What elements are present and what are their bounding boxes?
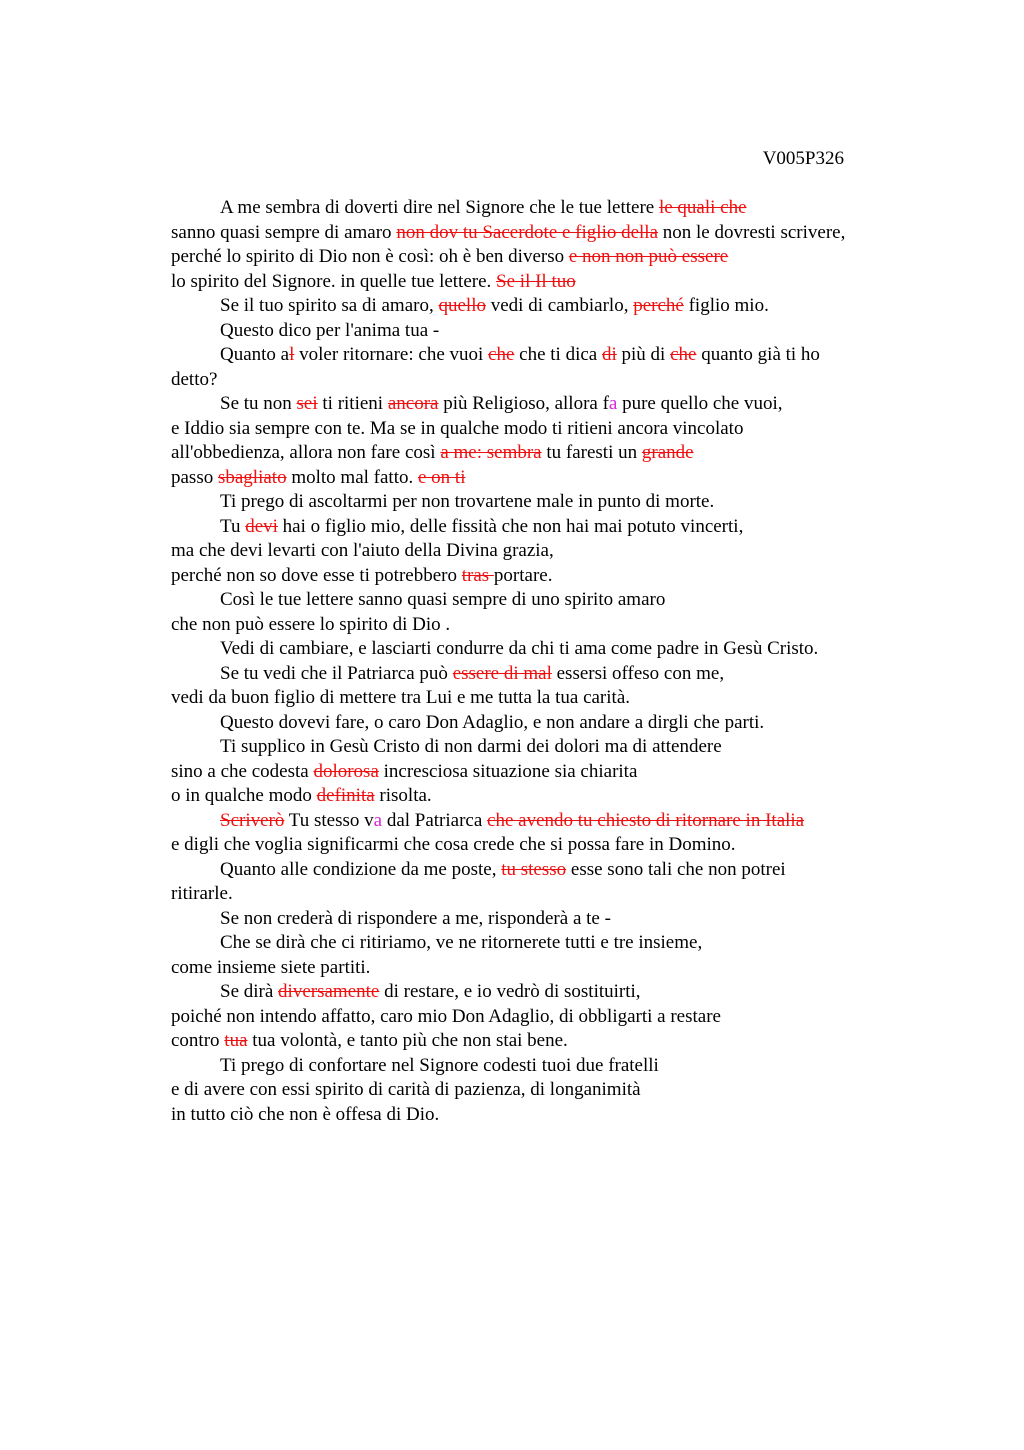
text-line bbox=[171, 392, 916, 417]
line-text: e digli che voglia significarmi che cosa crede che si possa fare in Domino. bbox=[171, 834, 736, 855]
struck-text: e non non può essere bbox=[568, 246, 729, 267]
text-line bbox=[171, 221, 916, 246]
text-line bbox=[171, 784, 916, 809]
line-text: tu faresti un bbox=[541, 442, 642, 463]
inserted-text: a bbox=[373, 809, 383, 831]
text-line bbox=[171, 368, 916, 393]
struck-text: che avendo tu chiesto di ritornare in Italia bbox=[487, 809, 805, 831]
text-line bbox=[171, 760, 916, 785]
text-line bbox=[171, 270, 916, 295]
struck-text: quello bbox=[438, 295, 486, 316]
struck-text: che bbox=[488, 344, 515, 365]
line-text: vedi da buon figlio di mettere tra Lui e me tutta la tua carità. bbox=[171, 687, 630, 708]
line-text: Questo dico per l'anima tua - bbox=[220, 319, 440, 341]
text-line bbox=[171, 343, 916, 368]
text-line bbox=[171, 1029, 916, 1054]
text-line bbox=[171, 980, 916, 1005]
text-line bbox=[171, 809, 916, 834]
struck-text: definita bbox=[316, 785, 375, 806]
struck-text: essere di mal bbox=[452, 662, 552, 684]
text-line bbox=[171, 858, 916, 883]
text-line bbox=[171, 417, 916, 442]
line-text: che non può essere lo spirito di Dio . bbox=[171, 613, 451, 635]
line-text: Ti prego di confortare nel Signore codesti tuoi due fratelli bbox=[220, 1054, 659, 1076]
struck-text: dolorosa bbox=[313, 760, 379, 782]
struck-text: perché bbox=[633, 295, 684, 316]
line-text: ritirarle. bbox=[171, 883, 233, 904]
line-text: vedi di cambiarlo, bbox=[485, 295, 634, 316]
text-line bbox=[171, 931, 916, 956]
text-line bbox=[171, 196, 916, 221]
struck-text: Se il Il tuo bbox=[496, 270, 576, 292]
line-text: Ti supplico in Gesù Cristo di non darmi dei dolori ma di attendere bbox=[220, 736, 722, 757]
text-line bbox=[171, 1103, 916, 1128]
text-line bbox=[171, 711, 916, 736]
line-text: non le dovresti scrivere, bbox=[658, 221, 846, 243]
line-text: tua volontà, e tanto più che non stai bene. bbox=[247, 1030, 568, 1051]
line-text: più Religioso, allora f bbox=[438, 393, 609, 414]
struck-text: devi bbox=[245, 515, 278, 537]
line-text: detto? bbox=[171, 368, 218, 390]
struck-text: ancora bbox=[387, 393, 439, 414]
struck-text: a me: sembra bbox=[440, 442, 542, 463]
line-text: incresciosa situazione sia chiarita bbox=[378, 760, 638, 782]
line-text: molto mal fatto. bbox=[286, 466, 418, 488]
line-text: A me sembra di doverti dire nel Signore che le tue lettere bbox=[220, 197, 659, 218]
line-text: come insieme siete partiti. bbox=[171, 956, 371, 978]
struck-text: sbagliato bbox=[217, 466, 287, 488]
line-text: più di bbox=[616, 344, 671, 365]
text-line bbox=[171, 441, 916, 466]
line-text: Che se dirà che ci ritiriamo, ve ne ritornerete tutti e tre insieme, bbox=[220, 932, 703, 953]
text-line bbox=[171, 515, 916, 540]
text-line bbox=[171, 956, 916, 981]
line-text: esse sono tali che non potrei bbox=[566, 858, 786, 880]
letter-body bbox=[171, 196, 916, 1127]
struck-text: diversamente bbox=[278, 981, 380, 1002]
struck-text: tras bbox=[461, 564, 494, 586]
line-text: in tutto ciò che non è offesa di Dio. bbox=[171, 1103, 440, 1125]
line-text: all'obbedienza, allora non fare così bbox=[171, 442, 441, 463]
text-line bbox=[171, 662, 916, 687]
line-text: contro bbox=[171, 1030, 225, 1051]
line-text: hai o figlio mio, delle fissità che non hai mai potuto vincerti, bbox=[277, 515, 744, 537]
line-text: essersi offeso con me, bbox=[551, 662, 725, 684]
text-line bbox=[171, 686, 916, 711]
text-line bbox=[171, 588, 916, 613]
text-line bbox=[171, 294, 916, 319]
line-text: Tu bbox=[220, 515, 246, 537]
line-text: e Iddio sia sempre con te. Ma se in qualche modo ti ritieni ancora vincolato bbox=[171, 417, 744, 439]
line-text: e di avere con essi spirito di carità di pazienza, di longanimità bbox=[171, 1079, 641, 1100]
text-line bbox=[171, 613, 916, 638]
struck-text: l bbox=[289, 344, 295, 365]
text-line bbox=[171, 1078, 916, 1103]
line-text: Così le tue lettere sanno quasi sempre di uno spirito amaro bbox=[220, 589, 666, 610]
document-reference: V005P326 bbox=[762, 148, 844, 169]
struck-text: Scriverò bbox=[220, 809, 285, 831]
line-text: ti ritieni bbox=[317, 393, 388, 414]
text-line bbox=[171, 466, 916, 491]
line-text: Tu stesso v bbox=[284, 809, 374, 831]
struck-text: grande bbox=[641, 442, 694, 463]
text-line bbox=[171, 1005, 916, 1030]
text-line bbox=[171, 907, 916, 932]
line-text: che ti dica bbox=[514, 344, 602, 365]
text-line bbox=[171, 490, 916, 515]
line-text: voler ritornare: che vuoi bbox=[294, 344, 489, 365]
text-line bbox=[171, 833, 916, 858]
struck-text: non dov tu Sacerdote e figlio della bbox=[396, 221, 659, 243]
line-text: Quanto a bbox=[220, 344, 290, 365]
struck-text: sei bbox=[296, 393, 318, 414]
line-text: figlio mio. bbox=[683, 295, 769, 316]
line-text: o in qualche modo bbox=[171, 785, 317, 806]
line-text: Questo dovevi fare, o caro Don Adaglio, e non andare a dirgli che parti. bbox=[220, 711, 765, 733]
struck-text: tua bbox=[224, 1030, 248, 1051]
line-text: pure quello che vuoi, bbox=[617, 393, 783, 414]
text-line bbox=[171, 1054, 916, 1079]
line-text: di restare, e io vedrò di sostituirti, bbox=[379, 981, 641, 1002]
inserted-text: a bbox=[608, 393, 618, 414]
line-text: risolta. bbox=[374, 785, 432, 806]
line-text: sino a che codesta bbox=[171, 760, 314, 782]
text-line bbox=[171, 245, 916, 270]
line-text: sanno quasi sempre di amaro bbox=[171, 221, 397, 243]
struck-text: le quali che bbox=[658, 197, 747, 218]
text-line bbox=[171, 735, 916, 760]
line-text: Se il tuo spirito sa di amaro, bbox=[220, 295, 439, 316]
struck-text: di bbox=[601, 344, 617, 365]
text-line bbox=[171, 319, 916, 344]
line-text: ma che devi levarti con l'aiuto della Divina grazia, bbox=[171, 540, 554, 561]
text-line bbox=[171, 882, 916, 907]
line-text: Se tu vedi che il Patriarca può bbox=[220, 662, 453, 684]
text-line bbox=[171, 539, 916, 564]
line-text: dal Patriarca bbox=[382, 809, 488, 831]
line-text: perché non so dove esse ti potrebbero bbox=[171, 564, 462, 586]
text-line bbox=[171, 637, 916, 662]
line-text: portare. bbox=[493, 564, 553, 586]
line-text: passo bbox=[171, 466, 218, 488]
struck-text: che bbox=[670, 344, 697, 365]
line-text: lo spirito del Signore. in quelle tue lettere. bbox=[171, 270, 497, 292]
line-text: Ti prego di ascoltarmi per non trovartene male in punto di morte. bbox=[220, 491, 715, 512]
line-text: perché lo spirito di Dio non è così: oh è ben diverso bbox=[171, 246, 569, 267]
struck-text: tu stesso bbox=[501, 858, 567, 880]
text-line bbox=[171, 564, 916, 589]
line-text: Se dirà bbox=[220, 981, 279, 1002]
struck-text: e on ti bbox=[418, 466, 466, 488]
line-text: Vedi di cambiare, e lasciarti condurre da chi ti ama come padre in Gesù Cristo. bbox=[220, 638, 819, 659]
line-text: poiché non intendo affatto, caro mio Don Adaglio, di obbligarti a restare bbox=[171, 1005, 721, 1027]
line-text: Se non crederà di rispondere a me, risponderà a te - bbox=[220, 907, 611, 929]
line-text: quanto già ti ho bbox=[696, 344, 820, 365]
line-text: Quanto alle condizione da me poste, bbox=[220, 858, 502, 880]
line-text: Se tu non bbox=[220, 393, 297, 414]
